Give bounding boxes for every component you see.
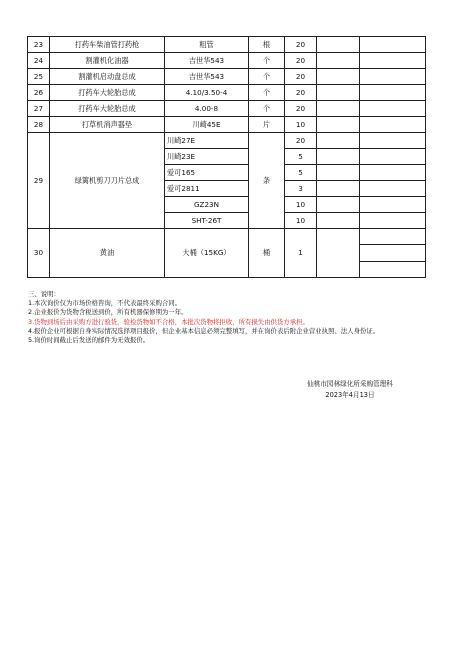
table-row	[28, 133, 426, 149]
item-no: 30	[28, 229, 50, 278]
item-no: 24	[28, 53, 50, 69]
remark-cell	[360, 245, 426, 261]
remark-cell	[360, 181, 426, 197]
note-1: 1.本次询价仅为市场价格咨询，不代表最终采购合同。	[28, 299, 182, 308]
note-3: 3.货物到场后由采购方进行验货，验检货物如不合格，本批次货物将拒收，所有损失由供货方承担。	[28, 317, 309, 326]
item-qty: 20	[285, 85, 317, 101]
price-cell	[317, 197, 360, 213]
item-qty: 20	[285, 133, 317, 149]
table-row	[28, 85, 426, 101]
price-cell	[317, 37, 360, 53]
remark-cell	[360, 85, 426, 101]
item-unit: 个	[249, 53, 285, 69]
item-qty: 20	[285, 37, 317, 53]
price-cell	[317, 181, 360, 197]
item-no: 26	[28, 85, 50, 101]
price-table	[27, 36, 426, 278]
note-2: 2.企业报价为货物含税送到价，所有机器保修期为一年。	[28, 308, 188, 317]
signature-org: 仙桃市园林绿化所采购管理科	[307, 380, 393, 388]
item-spec: 爱可165	[165, 165, 249, 181]
item-no: 28	[28, 117, 50, 133]
item-name: 打药车柴油管打药枪	[50, 37, 165, 53]
item-qty: 1	[285, 229, 317, 278]
item-qty: 10	[285, 117, 317, 133]
item-spec: 4.00-8	[165, 101, 249, 117]
notes-heading: 三、说明：	[28, 290, 60, 298]
price-cell	[317, 117, 360, 133]
item-unit: 桶	[249, 229, 285, 278]
remark-cell	[360, 101, 426, 117]
item-no: 23	[28, 37, 50, 53]
remark-cell	[360, 213, 426, 229]
table-row	[28, 101, 426, 117]
note-5: 5.询价时间截止后发送的邮件为无效报价。	[28, 336, 150, 345]
item-unit: 个	[249, 85, 285, 101]
remark-cell	[360, 197, 426, 213]
item-name: 打药车大轮胎总成	[50, 101, 165, 117]
table-row	[28, 117, 426, 133]
signature-date: 2023年4月13日	[325, 391, 375, 399]
price-cell	[317, 213, 360, 229]
item-spec: 吉世华543	[165, 69, 249, 85]
item-spec: 川崎45E	[165, 117, 249, 133]
price-cell	[317, 69, 360, 85]
item-name: 打药车大轮胎总成	[50, 85, 165, 101]
table-row	[28, 229, 426, 245]
remark-cell	[360, 69, 426, 85]
remark-cell	[360, 149, 426, 165]
price-cell	[317, 165, 360, 181]
item-qty: 20	[285, 53, 317, 69]
item-spec: 粗管	[165, 37, 249, 53]
item-qty: 5	[285, 149, 317, 165]
price-cell	[317, 101, 360, 117]
item-name: 割灌机启动盘总成	[50, 69, 165, 85]
item-name: 绿篱机剪刀刀片总成	[50, 133, 165, 229]
item-qty: 10	[285, 213, 317, 229]
price-cell	[317, 133, 360, 149]
remark-cell	[360, 53, 426, 69]
item-spec: SHT-26T	[165, 213, 249, 229]
table-row	[28, 69, 426, 85]
item-spec: 吉世华543	[165, 53, 249, 69]
remark-cell	[360, 37, 426, 53]
remark-cell	[360, 165, 426, 181]
table-row	[28, 53, 426, 69]
item-no: 25	[28, 69, 50, 85]
remark-cell	[360, 133, 426, 149]
item-spec: 大桶（15KG）	[165, 229, 249, 278]
item-unit: 个	[249, 101, 285, 117]
price-cell	[317, 229, 360, 278]
item-spec: 川崎27E	[165, 133, 249, 149]
notes-section	[28, 290, 408, 345]
price-cell	[317, 149, 360, 165]
remark-cell	[360, 117, 426, 133]
item-qty: 10	[285, 197, 317, 213]
item-qty: 20	[285, 101, 317, 117]
item-name: 黄油	[50, 229, 165, 278]
item-unit: 根	[249, 37, 285, 53]
item-spec: 爱可2811	[165, 181, 249, 197]
item-unit: 条	[249, 133, 285, 229]
item-qty: 5	[285, 165, 317, 181]
price-cell	[317, 53, 360, 69]
note-4: 4.报价企业可根据自身实际情况选择项目报价，但企业基本信息必须完整填写，并在询价表后附企业营业执照、法人身份证。	[28, 326, 380, 335]
remark-cell	[360, 229, 426, 245]
item-qty: 3	[285, 181, 317, 197]
item-unit: 个	[249, 69, 285, 85]
item-no: 29	[28, 133, 50, 229]
item-spec: 川崎23E	[165, 149, 249, 165]
item-unit: 片	[249, 117, 285, 133]
item-no: 27	[28, 101, 50, 117]
item-spec: 4.10/3.50-4	[165, 85, 249, 101]
price-cell	[317, 85, 360, 101]
signature-block	[275, 379, 425, 401]
item-name: 割灌机化油器	[50, 53, 165, 69]
table-row	[28, 37, 426, 53]
item-spec: GZ23N	[165, 197, 249, 213]
remark-cell	[360, 261, 426, 277]
item-qty: 20	[285, 69, 317, 85]
item-name: 打草机消声器垫	[50, 117, 165, 133]
